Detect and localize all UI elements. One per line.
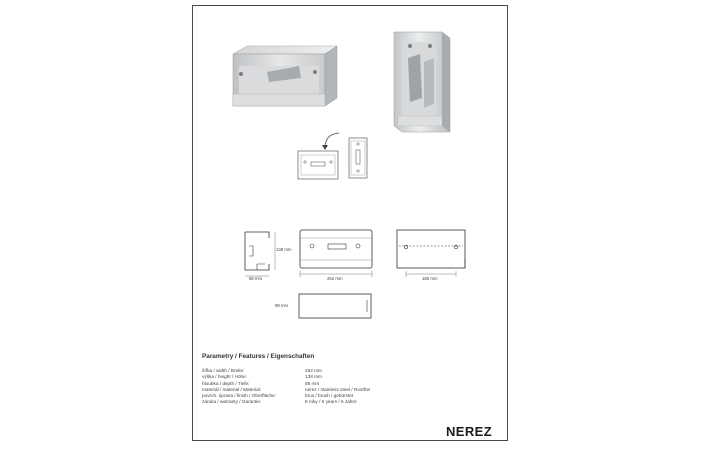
parameters-list (202, 368, 502, 406)
dimension-front-width: 252 mm (327, 276, 343, 281)
parameter-value: 252 mm (305, 368, 322, 373)
parameter-value: 88 mm (305, 380, 320, 386)
rotation-arrow-icon (319, 130, 343, 152)
technical-drawing-front-view (298, 228, 374, 280)
parameter-label: záruka / warranty / Garantie: (202, 399, 262, 405)
technical-drawing-rear-view (395, 228, 471, 280)
section-title: Parametry / Features / Eigenschaften (202, 353, 315, 360)
parameter-label: šířka / width / Breite: (202, 368, 245, 373)
parameter-label: materiál / material / Material: (202, 386, 262, 392)
product-sheet (192, 5, 508, 441)
product-photo-horizontal (229, 44, 341, 116)
brand-logo: NEREZ (446, 424, 493, 439)
product-photo-vertical (390, 28, 454, 136)
parameter-value: brus / brush / gebürstet (305, 393, 354, 399)
technical-drawing-side-view (243, 230, 279, 278)
technical-drawing-top-view (297, 292, 377, 320)
parameter-label: výška / height / Höhe: (202, 374, 248, 380)
dimension-side-depth: 88 mm (249, 276, 263, 281)
parameter-value: 6 roky / 6 years / 6 Jahre (305, 399, 357, 405)
parameter-value: nerez / stainless steel / Rostfrei (305, 386, 371, 392)
dimension-hole-spacing: 180 mm (422, 276, 438, 281)
parameter-value: 138 mm (305, 374, 322, 380)
parameter-row (202, 399, 502, 405)
orientation-drawing-vertical (348, 137, 368, 179)
dimension-top-depth: 88 mm (275, 303, 289, 308)
orientation-drawing-horizontal (297, 150, 339, 180)
parameter-label: hloubka / depth / Tiefe: (202, 380, 250, 386)
parameter-label: povrch. úprava / finish / Oberfläche: (202, 393, 276, 399)
dimension-side-height: 138 mm (276, 247, 292, 252)
